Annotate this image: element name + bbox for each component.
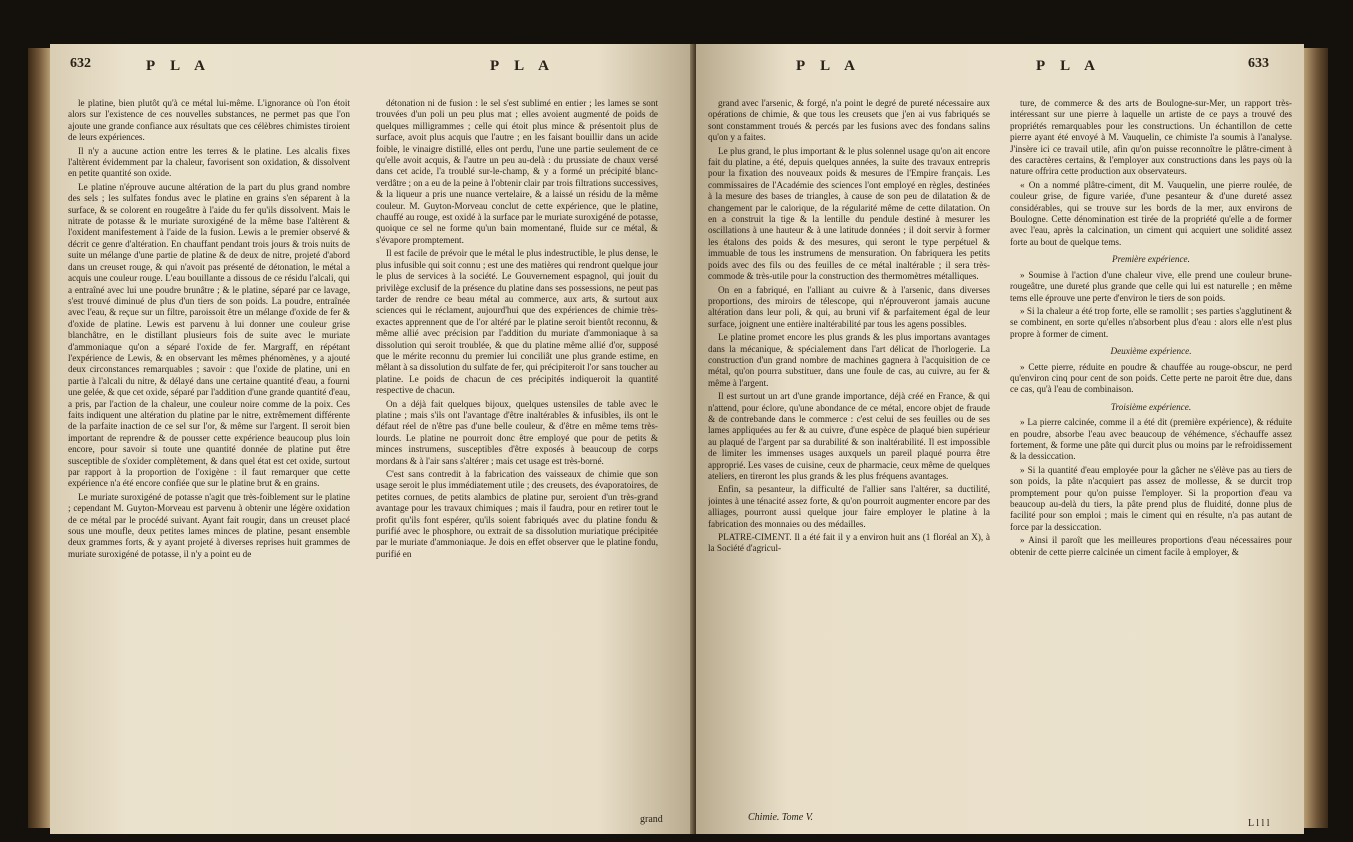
paragraph: Le platine n'éprouve aucune altération de la part du plus grand nombre des sels ; les sulfates fondus avec le platine en grains s'en séparent à la surface, & se colorent en rougeâtre à l'aide du fer qu'ils dissolvent. Mais le nitrate de potasse & le muriate suroxigéné de la même base l'altèrent & l'oxident manifestement à l'aide de la fusion. Lewis a le premier observé & décrit ce genre d'altération. En chauffant pendant trois jours & trois nuits de suite un mélange d'une partie de platine & de deux de nitre, projeté d'abord dans un creuset rouge, & qui n'avoit pas présenté de détonation, le métal a acquis une couleur rouge. L'eau bouillante a dissous de ce résidu l'alcali, qui a entraîné avec lui une poudre brunâtre ; & le platine, séparé par ce lavage, s'est trouvé diminué de plus d'un tiers de son poids. La poudre, entraînée avec l'eau, & reçue sur un filtre, paroissoit être un mélange d'oxide de fer & d'oxide de platine. Lewis est parvenu à lui donner une couleur grise blanchâtre, en le distillant plusieurs fois de suite avec le muriate d'ammoniaque qu'on a séparé l'oxide de fer. Margraff, en répétant l'expérience de Lewis, & en observant les mêmes phénomènes, y a ajouté deux circonstances remarquables ; savoir : que l'oxide de platine, uni en partie à l'alcali du nitre, & délayé dans une certaine quantité d'eau, a fourni une gelée, & que cet oxide, séparé par l'addition d'une grande quantité d'eau, a pris, par l'action de la chaleur, une couleur noire comme de la poix. Ces faits indiquent une altération du platine par le nitre, extrêmement différente de la parfaite inaction de ce sel sur l'or, & même sur l'argent. Il seroit bien important de reprendre & de pousser cette expérience beaucoup plus loin encore, pour savoir si toute une quantité donnée de platine put être susceptible de s'oxider complètement, & dans quel état est cet oxide, surtout par rapport à la proportion de l'oxigène : il faut remarquer que cette expérience n'a été encore confiée que sur le platine brut & en grains. <box>68 181 350 489</box>
paragraph: Le platine promet encore les plus grands & les plus importans avantages dans la mécanique, & spécialement dans l'art délicat de l'horlogerie. La construction d'un grand nombre de machines gagnera à l'acquisition de ce métal, qu'on pourra substituer, dans une foule de cas, au cuivre, au fer & même à l'argent. <box>708 332 990 388</box>
paragraph: Le muriate suroxigéné de potasse n'agit que très-foiblement sur le platine ; cependant M. Guyton-Morveau est parvenu à obtenir une légère oxidation de ce métal par le procédé suivant. Ayant fait rougir, dans un creuset placé sous une moufle, deux petites lames minces de platine, pesant ensemble deux grammes forts, & y ayant projeté à diverses reprises huit grammes de muriate suroxigéné de potasse, il n'y a point eu de <box>68 491 350 559</box>
page-number: 633 <box>1248 56 1269 71</box>
running-head: P L A <box>796 58 862 74</box>
paragraph: » Soumise à l'action d'une chaleur vive, elle prend une couleur brune-rougeâtre, une dureté plus grande que celle qui lui est naturelle ; en même tems elle éprouve une perte d'environ le tiers de son poids. <box>1010 269 1292 303</box>
paragraph: PLATRE-CIMENT. Il a été fait il y a environ huit ans (1 floréal an X), à la Société d'agricul- <box>708 532 990 554</box>
book-edge-right <box>1302 48 1328 828</box>
paragraph: « On a nommé plâtre-ciment, dit M. Vauquelin, une pierre roulée, de couleur grise, de figure variée, d'une pesanteur & d'une dureté assez considérables, qui se trouve sur les bords de la mer, aux environs de Boulogne. Cette dénomination est tirée de la propriété qu'elle a de former avec l'eau, après la calcination, un ciment qui acquiert une solidité assez forte au bout de quelque tems. <box>1010 179 1292 247</box>
signature-mark: Chimie. Tome V. <box>748 812 814 823</box>
paragraph: grand avec l'arsenic, & forgé, n'a point le degré de pureté nécessaire aux opérations de chimie, & que tous les creusets que j'en ai vus fabriqués se sont constamment troués & percés par les fusions avec des fondans salins qu'on y a faites. <box>708 98 990 143</box>
text-column-2 <box>1010 98 1292 822</box>
paragraph: » La pierre calcinée, comme il a été dit (première expérience), & réduite en poudre, absorbe l'eau avec beaucoup de véhémence, s'échauffe assez fortement, & forme une pâte qui durcit plus ou moins par le refroidissement & la dessiccation. <box>1010 417 1292 462</box>
text-column-2 <box>376 98 658 822</box>
paragraph: On en a fabriqué, en l'alliant au cuivre & à l'arsenic, dans diverses proportions, des miroirs de télescope, qui n'éprouveront jamais aucune altération dans leur poli, & qui, au bruni vif & parfaitement égal de leur surface, joignent une entière inaltérabilité par tous les agens possibles. <box>708 284 990 329</box>
left-page <box>50 44 694 834</box>
paragraph: C'est sans contredit à la fabrication des vaisseaux de chimie que son usage seroit le plus immédiatement utile ; des creusets, des évaporatoires, de petites cornues, de petits alambics de platine pur, seroient d'un très-grand avantage pour les travaux chimiques ; mais il faudra, pour en retirer tout le profit qu'ils font espérer, qu'ils soient fabriqués avec du platine fondu & purifié avec le phosphore, ou extrait de sa dissolution muriatique précipitée par le muriate d'ammoniaque. Je dois en effet observer que le platine fondu, purifié en <box>376 469 658 559</box>
paragraph: » Si la chaleur a été trop forte, elle se ramollit ; ses parties s'agglutinent & se combinent, en sorte qu'elles n'absorbent plus d'eau : alors elle n'est plus propre à former de ciment. <box>1010 305 1292 339</box>
paragraph: » Si la quantité d'eau employée pour la gâcher ne s'élève pas au tiers de son poids, la pâte n'acquiert pas assez de mollesse, & se durcit trop promptement pour qu'on puisse l'employer. Si la proportion d'eau va beaucoup au-delà du tiers, la pâte prend plus de fluidité, donne plus de facilité pour son emploi ; mais le ciment qui en résulte, n'a pas autant de force par la dessiccation. <box>1010 464 1292 532</box>
paragraph: On a déjà fait quelques bijoux, quelques ustensiles de table avec le platine ; mais s'ils ont l'avantage d'être inaltérables & infusibles, ils ont le défaut réel de n'être pas d'une belle couleur, & d'être en même tems très-lourds. Le platine ne pourroit donc être employé que pour de petits & minces instrumens, susceptibles d'être exposés à beaucoup de corps mordans & à l'air sans s'altérer ; mais cet usage est très-borné. <box>376 398 658 466</box>
open-book <box>28 38 1328 838</box>
paragraph: détonation ni de fusion : le sel s'est sublimé en entier ; les lames se sont trouvées d'un poli un peu plus mat ; elles avoient augmenté de poids de quelques milligrammes ; celle qui étoit plus mince & présentoit plus de surface, avoit plus acquis que l'autre ; en les faisant bouillir dans un acide foible, le vinaigre distillé, elles ont perdu, l'une une partie seulement de ce qu'elle avoit acquis, & l'autre un peu au-delà : du prussiate de chaux versé dans cet acide, l'a troublé sur-le-champ, & y a formé un précipité blanc-verdâtre ; on a eu de la peine à l'obtenir clair par trois filtrations successives, & la liqueur a pris une nuance vertelaire, & a laissé un résidu de la même couleur. M. Guyton-Morveau conclut de cette expérience, que le platine, chauffé au rouge, est oxidé à la surface par le muriate suroxigéné de potasse, quoique ce sel ne forme qu'un bain momentané, fluide sur ce métal, & s'évapore promptement. <box>376 98 658 245</box>
text-column-1 <box>708 98 990 798</box>
paragraph: Enfin, sa pesanteur, la difficulté de l'allier sans l'altérer, sa ductilité, jointes à une ténacité assez forte, & qu'on pourroit augmenter encore par des alliages, pourront aussi quelque jour faire employer le platine à la fabrication des monnaies ou des médailles. <box>708 484 990 529</box>
section-heading: Troisième expérience. <box>1110 401 1192 412</box>
text-column-1 <box>68 98 350 822</box>
paragraph: le platine, bien plutôt qu'à ce métal lui-même. L'ignorance où l'on étoit alors sur l'existence de ces nouvelles substances, ne permet pas que l'on ajoute une grande confiance aux résultats que ces célèbres chimistes tiroient de leurs expériences. <box>68 98 350 143</box>
page-number: 632 <box>70 56 91 71</box>
catchword: grand <box>640 814 663 825</box>
paragraph: Il n'y a aucune action entre les terres & le platine. Les alcalis fixes l'altèrent évidemment par la chaleur, favorisent son oxidation, & dissolvent en petite quantité son oxide. <box>68 145 350 179</box>
paragraph: Il est surtout un art d'une grande importance, déjà créé en France, & qui n'attend, pour éclore, qu'une abondance de ce métal, encore objet de fraude & de contrebande dans le commerce : c'est celui de ses feuilles ou de ses lames appliquées au fer & au cuivre, d'une espèce de plaqué bien supérieur au plaqué de l'argent par sa durabilité & son inaltérabilité. Il est impossible de limiter les immenses usages auxquels un pareil plaqué pourra être approprié. Les vases de cuisine, ceux de pharmacie, ceux même de quelques ateliers, en tireront les plus grands & les plus fréquens avantages. <box>708 391 990 481</box>
paragraph: » Cette pierre, réduite en poudre & chauffée au rouge-obscur, ne perd qu'environ cinq pour cent de son poids. Cette perte ne paroit être due, dans ce cas, qu'à l'eau de combinaison. <box>1010 361 1292 395</box>
catchword: L l l l <box>1248 818 1270 829</box>
running-head: P L A <box>1036 58 1102 74</box>
running-head: P L A <box>490 58 556 74</box>
section-heading: Deuxième expérience. <box>1110 346 1192 357</box>
book-edge-left <box>28 48 52 828</box>
section-heading: Première expérience. <box>1112 254 1190 265</box>
paragraph: ture, de commerce & des arts de Boulogne-sur-Mer, un rapport très-intéressant sur une pierre à laquelle un artiste de ce pays a trouvé des propriétés remarquables pour les constructions. Un échantillon de cette pierre ayant été envoyé à M. Vauquelin, ce chimiste l'a soumis à l'analyse. J'insère ici ce travail utile, afin qu'on puisse reconnoître le plâtre-ciment à des caractères certains, & l'employer aux constructions dans les pays où la nature offrira cette production aux observateurs. <box>1010 98 1292 177</box>
right-page <box>696 44 1304 834</box>
running-head: P L A <box>146 58 212 74</box>
paragraph: Il est facile de prévoir que le métal le plus indestructible, le plus dense, le plus infusible qui soit connu ; est une des matières qui rendront quelque jour le plus de services à la société. Le Gouvernement espagnol, qui jouit du privilège exclusif de la présence du platine dans ses possessions, ne peut pas tarder de rendre ce beau métal au commerce, aux arts, & surtout aux sciences qui le réclament, aujourd'hui que des expériences de chimie très-exactes apprennent que de l'or altéré par le platine seroit bientôt reconnu, & même allié avec précision par l'addition du muriate d'ammoniaque à sa dissolution qui seroit troublée, & que du platine même allié d'or, supposé que le mérite reconnu du premier lui conciliât une plus grande estime, en mêlant à sa dissolution du sulfate de fer, qui précipiteroit l'or sans toucher au platine. Le poids de chacun de ces précipités indiqueroit la quantité respective de chacun. <box>376 248 658 396</box>
paragraph: Le plus grand, le plus important & le plus solennel usage qu'on ait encore fait du platine, a été, depuis quelques années, la suite des travaux entrepris pour la fixation des nouveaux poids & mesures de l'Empire français. Les commissaires de l'Académie des sciences l'ont employé en règles, destinées à la mesure des bases de triangles, à cause de son peu de dilatation & de changement par le calorique, de la régularité même de cette dilatation. On en a construit la tige & la lentille du pendule destiné à mesurer les oscillations à une hauteur & à une latitude données ; il doit servir à former les étalons des poids & des mesures, qui seront le type perpétuel & immuable de tous les instrumens de mensuration. On fabriquera les petits poids avec des fils ou des feuilles de ce métal inaltérable ; il sera très-commode & très-utile pour la construction des thermomètres métalliques. <box>708 145 990 282</box>
paragraph: » Ainsi il paroît que les meilleures proportions d'eau nécessaires pour obtenir de cette pierre calcinée un ciment facile à employer, & <box>1010 535 1292 557</box>
